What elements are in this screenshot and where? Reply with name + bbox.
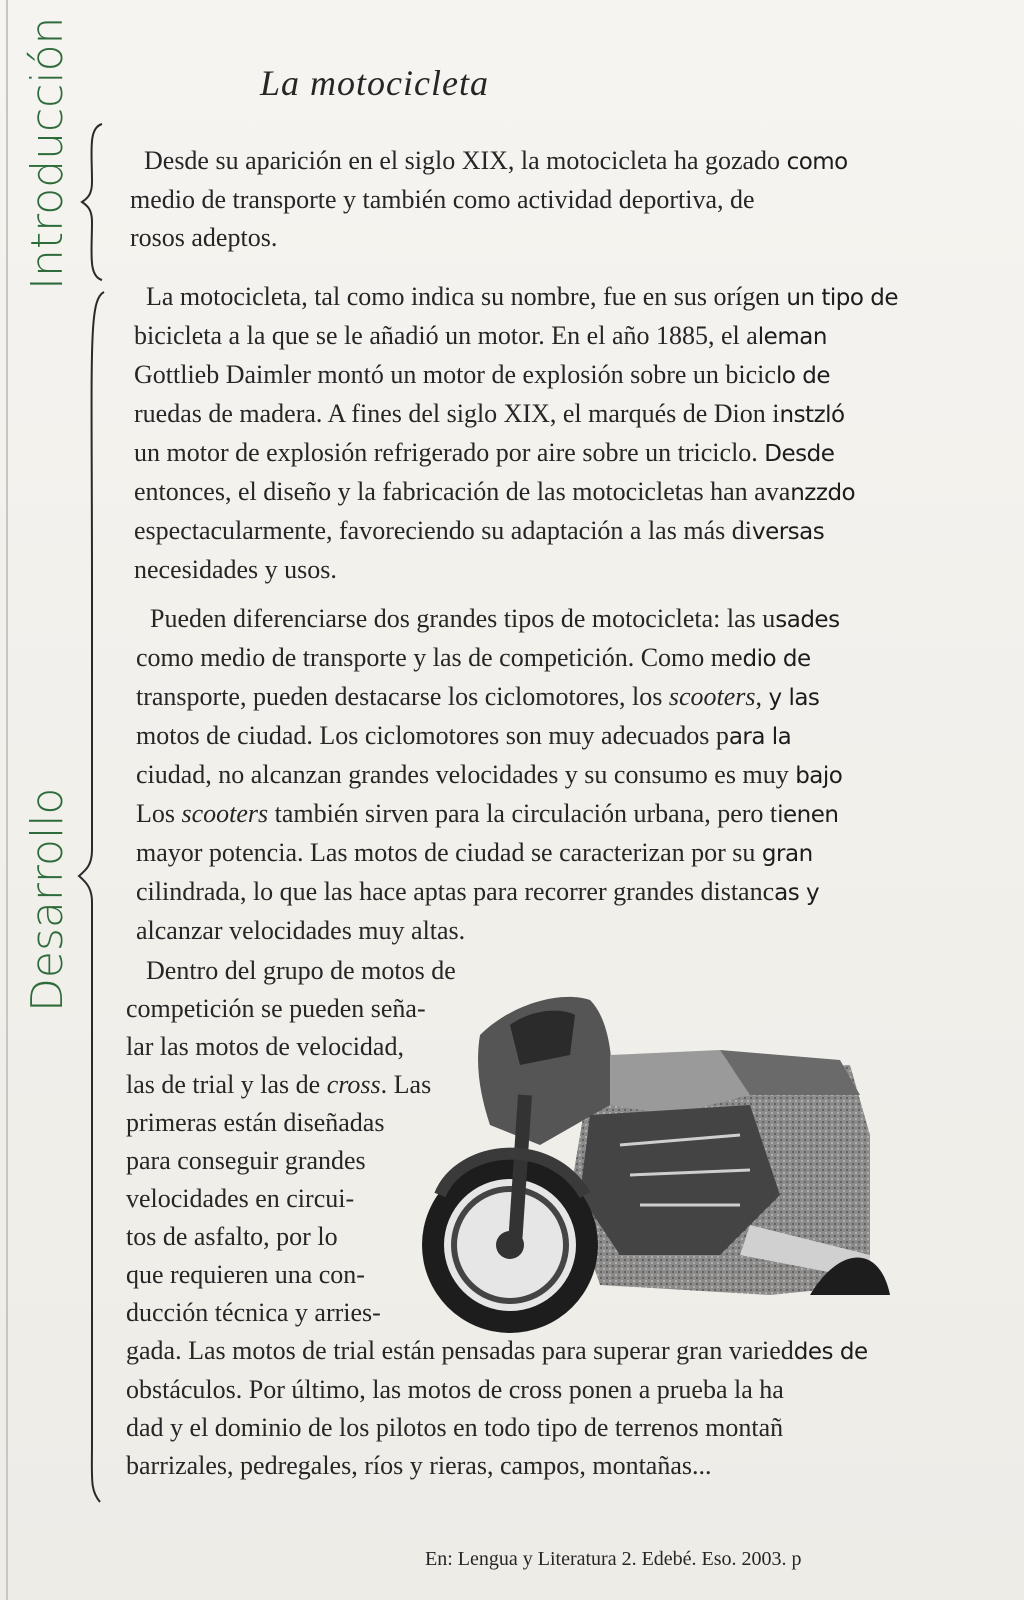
- text-line: también sirven para la circulación urbana, pero t: [274, 799, 778, 828]
- text-line: bicicleta a la que se le añadió un motor. En el año 1885, el a: [134, 321, 758, 350]
- text-line: alcanzar velocidades muy altas.: [136, 916, 466, 945]
- text-line: competición se pueden seña-: [126, 994, 426, 1023]
- handwritten-note: un tipo de: [786, 285, 899, 311]
- handwritten-note: ara la: [728, 724, 792, 750]
- paragraph-types: [136, 600, 842, 950]
- handwritten-note: lo de: [775, 363, 830, 389]
- text-line: Gottlieb Daimler montó un motor de explosión sobre un bicic: [134, 360, 776, 389]
- text-line: lar las motos de velocidad,: [126, 1032, 404, 1061]
- motorcycle-photo: [420, 995, 890, 1345]
- handwritten-note: como: [786, 149, 848, 175]
- text-line: cilindrada, lo que las hace aptas para recorrer grandes distanc: [136, 877, 775, 906]
- handwritten-note: ienen: [777, 802, 839, 828]
- text-line: velocidades en circui-: [126, 1184, 355, 1213]
- text-line: para conseguir grandes: [126, 1146, 366, 1175]
- text-line: ruedas de madera. A fines del siglo XIX, el marqués de Dion i: [134, 399, 780, 428]
- punctuation: ,: [755, 682, 763, 711]
- text-line: medio de transporte y también como actividad deportiva, de: [130, 185, 755, 214]
- text-line: gada. Las motos de trial están pensadas para superar gran varied: [126, 1336, 794, 1365]
- text-line: necesidades y usos.: [134, 555, 337, 584]
- handwritten-note: nzzdo: [790, 480, 856, 506]
- text-line: Dentro del grupo de motos de: [146, 956, 456, 985]
- text-line: como medio de transporte y las de competición. Como me: [136, 643, 743, 672]
- text-line: transporte, pueden destacarse los ciclomotores, los: [136, 682, 663, 711]
- text-line: Desde su aparición en el siglo XIX, la motocicleta ha gozado: [144, 146, 781, 175]
- handwritten-note: Desde: [764, 441, 835, 467]
- paragraph-intro: [130, 142, 848, 257]
- text-line: . Las: [380, 1070, 432, 1099]
- text-line: ducción técnica y arries-: [126, 1298, 381, 1327]
- text-line: espectacularmente, favoreciendo su adaptación a las más di: [134, 516, 752, 545]
- handwritten-note: leman: [757, 324, 827, 350]
- text-line: barrizales, pedregales, ríos y rieras, campos, montañas...: [126, 1451, 712, 1480]
- handwritten-note: gran: [761, 841, 813, 867]
- italic-term: cross: [326, 1070, 381, 1099]
- page-edge-line: [6, 0, 8, 1600]
- handwritten-note: sades: [775, 607, 840, 633]
- handwritten-note: dio de: [742, 646, 811, 672]
- text-line: motos de ciudad. Los ciclomotores son muy adecuados p: [136, 721, 729, 750]
- handwritten-note: as y: [774, 880, 820, 906]
- handwritten-note: versas: [751, 519, 825, 545]
- italic-term: scooters: [181, 799, 269, 828]
- text-line: ciudad, no alcanzan grandes velocidades y su consumo es muy: [136, 760, 789, 789]
- text-line: dad y el dominio de los pilotos en todo tipo de terrenos montañ: [126, 1413, 784, 1442]
- text-line: Los: [136, 799, 175, 828]
- intro-brace: [80, 122, 110, 282]
- text-line: primeras están diseñadas: [126, 1108, 385, 1137]
- margin-label-intro: Introducción: [22, 16, 73, 290]
- handwritten-note: bajo: [795, 763, 843, 789]
- text-line: rosos adeptos.: [130, 223, 278, 252]
- handwritten-note: nstzló: [779, 402, 845, 428]
- paragraph-history: [134, 278, 898, 589]
- source-citation: En: Lengua y Literatura 2. Edebé. Eso. 2003. p: [425, 1548, 802, 1570]
- development-brace: [76, 290, 110, 1505]
- margin-label-development: Desarrollo: [22, 787, 73, 1012]
- text-line: entonces, el diseño y la fabricación de las motocicletas han ava: [134, 477, 791, 506]
- handwritten-note: y las: [768, 685, 820, 711]
- italic-term: scooters: [668, 682, 756, 711]
- text-line: que requieren una con-: [126, 1260, 365, 1289]
- front-fork: [515, 1095, 525, 1245]
- text-line: La motocicleta, tal como indica su nombre, fue en sus orígen: [146, 282, 780, 311]
- text-line: Pueden diferenciarse dos grandes tipos de motocicleta: las u: [150, 604, 776, 633]
- text-line: obstáculos. Por último, las motos de cross ponen a prueba la ha: [126, 1375, 784, 1404]
- text-line: las de trial y las de: [126, 1070, 321, 1099]
- handwritten-note: des de: [793, 1339, 868, 1365]
- text-line: un motor de explosión refrigerado por aire sobre un triciclo.: [134, 438, 758, 467]
- text-line: tos de asfalto, por lo: [126, 1222, 338, 1251]
- page-title: La motocicleta: [260, 63, 489, 103]
- text-line: mayor potencia. Las motos de ciudad se caracterizan por su: [136, 838, 756, 867]
